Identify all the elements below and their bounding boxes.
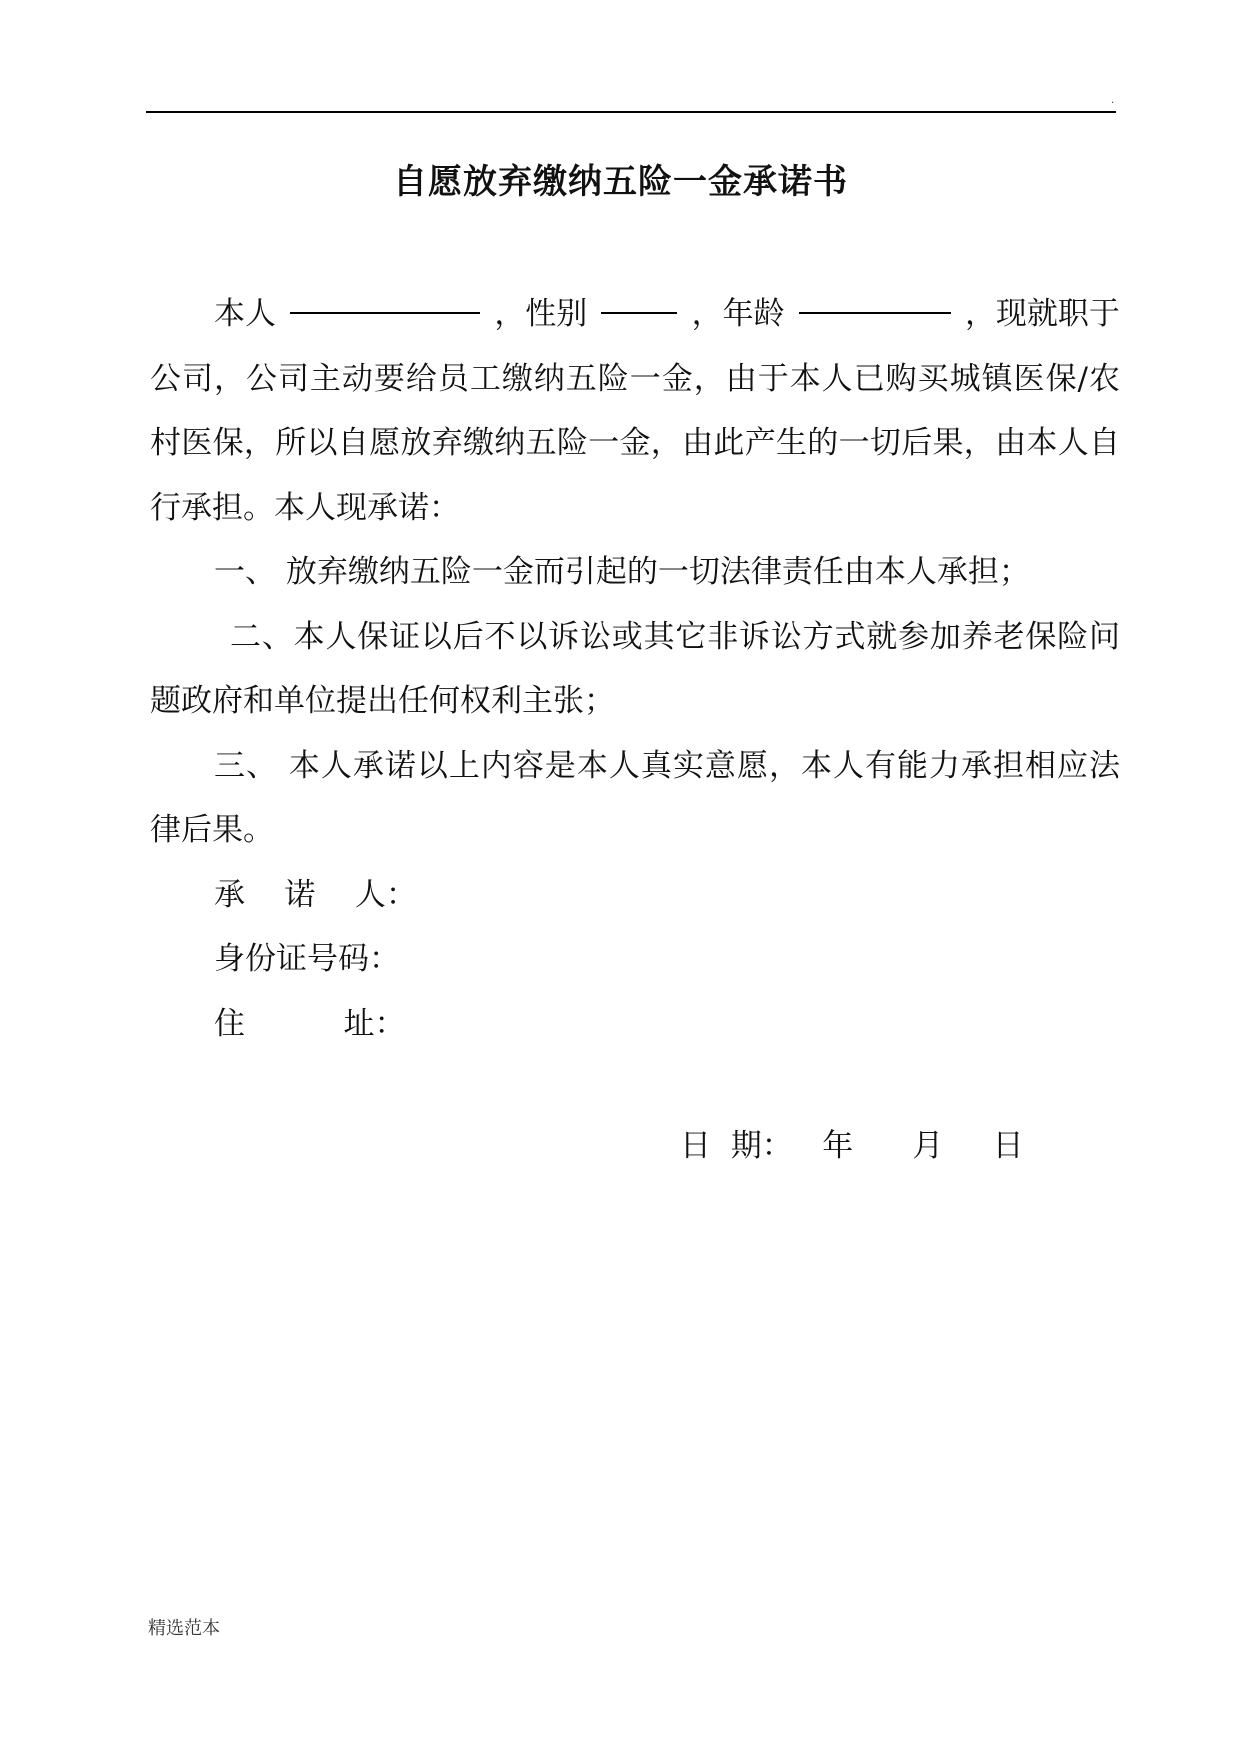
gender-blank[interactable] [601,282,677,314]
employed-label: ，现就职于 [964,296,1120,332]
footer-text: 精选范本 [148,1618,220,1639]
promisor-label: 承 诺 人： [214,876,417,913]
intro-prefix: 本人 [214,296,276,332]
header-rule [146,111,1116,113]
intro-first-line [150,282,1120,347]
clause-3: 三、 本人承诺以上内容是本人真实意愿，本人有能力承担相应法律后果。 [150,747,1120,848]
clause-1: 一、 放弃缴纳五险一金而引起的一切法律责任由本人承担； [214,554,1030,590]
gender-label: ，性别 [494,296,588,332]
document-body [150,282,1120,1056]
address-label: 住 址： [214,1005,406,1042]
header-dot: . [1111,95,1115,106]
id-number-label: 身份证号码： [214,941,400,977]
document-title: 自愿放弃缴纳五险一金承诺书 [393,162,848,202]
name-blank[interactable] [290,282,480,314]
date-line: 日 期： 年 月 日 [680,1128,1024,1164]
clause-2: 二、本人保证以后不以诉讼或其它非诉讼方式就参加养老保险问题政府和单位提出任何权利主张； [150,618,1120,719]
age-blank[interactable] [799,282,951,314]
age-label: ，年龄 [691,296,785,332]
intro-continuation: 公司，公司主动要给员工缴纳五险一金，由于本人已购买城镇医保/农村医保，所以自愿放弃缴纳五险一金，由此产生的一切后果，由本人自行承担。本人现承诺： [150,360,1120,526]
